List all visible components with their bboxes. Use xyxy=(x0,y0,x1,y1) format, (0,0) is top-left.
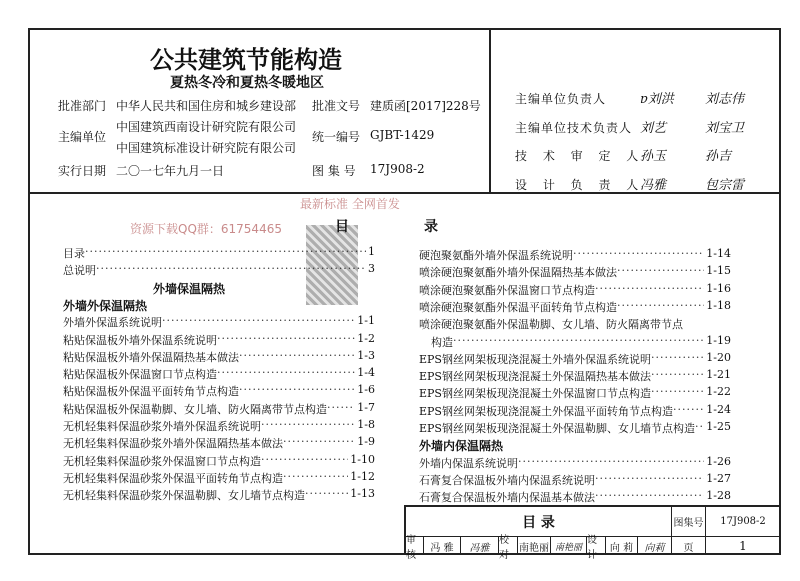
editor-1: 中国建筑西南设计研究院有限公司 xyxy=(116,120,297,134)
toc-entry-title: 目录 xyxy=(63,247,85,260)
toc-leader-dots xyxy=(617,299,704,315)
toc-entry-page: 1-15 xyxy=(706,264,731,278)
toc-entry-title: 无机轻集料保温砂浆外保温平面转角节点构造 xyxy=(63,471,283,485)
watermark-text: 最新标准 全网首发 xyxy=(300,197,400,211)
toc-section-heading: 外墙保温隔热 xyxy=(153,281,226,296)
toc-entry[interactable] xyxy=(419,351,731,367)
header-divider xyxy=(489,28,491,194)
check-label: 校对 xyxy=(499,537,518,555)
toc-title-2: 录 xyxy=(424,219,438,235)
toc-entry-page: 1-22 xyxy=(706,385,731,399)
signature-1: 孙玉 xyxy=(640,149,667,164)
toc-subsection-heading: 外墙内保温隔热 xyxy=(419,439,504,454)
toc-leader-dots xyxy=(695,420,704,436)
toc-entry[interactable] xyxy=(419,420,731,436)
toc-entry[interactable] xyxy=(431,334,731,350)
toc-entry-title: 石膏复合保温板外墙内保温系统说明 xyxy=(419,473,595,487)
toc-leader-dots xyxy=(595,472,704,488)
toc-leader-dots xyxy=(96,262,366,278)
reviewer-signature: 冯雅 xyxy=(461,537,499,555)
editor-2: 中国建筑标准设计研究院有限公司 xyxy=(116,141,297,155)
toc-entry-title: 外墙内保温系统说明 xyxy=(419,456,518,470)
approve-dept-label: 批准部门 xyxy=(58,99,107,113)
toc-entry-page: 1-25 xyxy=(706,420,731,433)
toc-entry-title: EPS钢丝网架板现浇混凝土外保温平面转角节点构造 xyxy=(419,404,673,418)
approve-doc-label: 批准文号 xyxy=(312,99,361,113)
toc-entry-title: 硬泡聚氨酯外墙外保温系统说明 xyxy=(419,249,573,262)
toc-entry-page: 1-2 xyxy=(357,331,375,345)
toc-entry-page: 1-8 xyxy=(357,418,375,431)
toc-entry-page: 1-20 xyxy=(706,350,731,364)
toc-entry[interactable] xyxy=(63,401,375,417)
toc-entry-title: 粘贴保温板外墙外保温系统说明 xyxy=(63,333,217,347)
toc-title-1: 目 xyxy=(335,219,349,235)
signature-2: 孙吉 xyxy=(705,149,732,164)
checker: 南艳丽 xyxy=(518,537,551,555)
toc-entry-title: 喷涂硬泡聚氨酯外墙外保温隔热基本做法 xyxy=(419,266,617,280)
toc-entry-page: 1-18 xyxy=(706,298,731,312)
toc-entry[interactable] xyxy=(419,247,731,263)
toc-entry[interactable] xyxy=(63,314,375,330)
signature-2: 包宗雷 xyxy=(705,177,745,193)
atlas-title: 公共建筑节能构造 xyxy=(150,46,342,74)
toc-entry-page: 1-9 xyxy=(357,435,375,449)
toc-entry-title: 构造 xyxy=(431,335,453,349)
toc-entry-page: 1-28 xyxy=(706,489,731,503)
atlas-subtitle: 夏热冬冷和夏热冬暖地区 xyxy=(170,75,324,91)
editor-label: 主编单位 xyxy=(58,130,107,144)
toc-leader-dots xyxy=(673,403,704,419)
signature-role: 技 术 审 定 人 xyxy=(515,149,645,163)
toc-leader-dots xyxy=(595,489,704,505)
toc-leader-dots xyxy=(305,487,348,503)
signature-role: 主编单位技术负责人 xyxy=(515,120,633,135)
toc-entry[interactable] xyxy=(419,368,731,384)
toc-leader-dots xyxy=(217,332,355,348)
toc-entry[interactable] xyxy=(419,282,731,298)
watermark-qq: 资源下载QQ群：61754465 xyxy=(130,222,282,236)
toc-entry-title: 石膏复合保温板外墙内保温基本做法 xyxy=(419,491,595,505)
toc-subsection-heading: 外墙外保温隔热 xyxy=(63,298,148,313)
toc-entry[interactable] xyxy=(63,332,375,348)
toc-entry-page: 1-24 xyxy=(706,402,731,416)
checker-signature: 南艳丽 xyxy=(551,537,587,555)
toc-leader-dots xyxy=(239,383,355,399)
toc-entry-title: 无机轻集料保温砂浆外保温窗口节点构造 xyxy=(63,454,261,468)
toc-entry-page: 1-12 xyxy=(350,469,375,483)
toc-entry-page: 1-19 xyxy=(706,333,731,347)
toc-entry[interactable] xyxy=(419,403,731,419)
toc-leader-dots xyxy=(261,453,348,469)
toc-entry-page: 1-4 xyxy=(357,366,375,380)
toc-entry[interactable] xyxy=(63,487,375,503)
toc-entry[interactable] xyxy=(63,453,375,469)
code: GJBT-1429 xyxy=(370,128,435,142)
toc-entry-title: 外墙外保温系统说明 xyxy=(63,316,162,330)
atlas-number: 17J908-2 xyxy=(370,162,425,176)
toc-leader-dots xyxy=(595,282,704,298)
toc-leader-dots xyxy=(162,314,355,330)
toc-leader-dots xyxy=(651,351,704,367)
toc-entry-title: 粘贴保温板外保温平面转角节点构造 xyxy=(63,385,239,399)
toc-entry-title: EPS钢丝网架板现浇混凝土外保温窗口节点构造 xyxy=(419,387,651,401)
designer: 向 莉 xyxy=(606,537,638,555)
signature-2: 刘宝卫 xyxy=(705,120,745,136)
signature-role: 主编单位负责人 xyxy=(515,92,607,106)
reviewer: 冯 雅 xyxy=(424,537,461,555)
toc-leader-dots xyxy=(518,455,704,471)
toc-leader-dots xyxy=(283,470,348,486)
signature-1: 冯雅 xyxy=(640,177,667,193)
toc-entry-title: 无机轻集料保温砂浆外保温勒脚、女儿墙节点构造 xyxy=(63,489,305,503)
title-block xyxy=(404,505,781,561)
signature-role: 设 计 负 责 人 xyxy=(515,177,645,192)
toc-leader-dots xyxy=(217,366,355,382)
toc-entry[interactable] xyxy=(419,489,731,505)
toc-leader-dots xyxy=(573,247,704,263)
toc-entry[interactable] xyxy=(419,299,731,315)
approve-doc: 建质函[2017]228号 xyxy=(370,99,481,113)
toc-entry-page: 1-16 xyxy=(706,281,731,295)
toc-entry[interactable] xyxy=(63,383,375,399)
toc-leader-dots xyxy=(651,385,704,401)
toc-entry-title: EPS钢丝网架板现浇混凝土外墙外保温系统说明 xyxy=(419,352,651,366)
designer-signature: 向莉 xyxy=(638,537,672,555)
toc-entry[interactable] xyxy=(419,472,731,488)
toc-entry-title: EPS钢丝网架板现浇混凝土外保温勒脚、女儿墙节点构造 xyxy=(419,422,695,435)
toc-entry-page: 1-26 xyxy=(706,454,731,468)
approve-dept: 中华人民共和国住房和城乡建设部 xyxy=(116,99,297,113)
toc-entry-page: 1-13 xyxy=(350,487,375,501)
date-label: 实行日期 xyxy=(58,164,107,178)
review-label: 审核 xyxy=(406,537,424,555)
toc-entry[interactable] xyxy=(63,418,375,434)
toc-entry-page: 1-7 xyxy=(357,400,375,414)
toc-entry-page: 1-3 xyxy=(357,348,375,362)
title-block-atlas: 17J908-2 xyxy=(706,507,781,537)
toc-leader-dots xyxy=(617,264,704,280)
toc-entry-page: 1-1 xyxy=(357,314,375,328)
toc-entry[interactable] xyxy=(419,455,731,471)
toc-entry-page: 1 xyxy=(368,245,375,258)
toc-entry[interactable] xyxy=(63,245,375,261)
title-block-title: 目 录 xyxy=(406,507,672,537)
toc-leader-dots xyxy=(651,368,704,384)
toc-leader-dots xyxy=(453,334,704,350)
toc-leader-dots xyxy=(283,435,355,451)
code-label: 统一编号 xyxy=(312,130,361,144)
toc-leader-dots xyxy=(327,401,355,417)
toc-entry-title: 无机轻集料保温砂浆外墙外保温隔热基本做法 xyxy=(63,437,283,451)
toc-entry-page: 3 xyxy=(368,262,375,276)
toc-entry-title: 无机轻集料保温砂浆外墙外保温系统说明 xyxy=(63,420,261,433)
toc-entry-page: 1-6 xyxy=(357,383,375,397)
signature-2: 刘志伟 xyxy=(705,92,745,107)
toc-entry-title: 喷涂硬泡聚氨酯外保温平面转角节点构造 xyxy=(419,300,617,314)
toc-entry-text: 喷涂硬泡聚氨酯外保温勒脚、女儿墙、防火隔离带节点 xyxy=(419,318,683,332)
toc-entry[interactable] xyxy=(63,470,375,486)
toc-entry[interactable] xyxy=(419,264,731,280)
toc-entry[interactable] xyxy=(419,385,731,401)
toc-leader-dots xyxy=(261,418,355,434)
date: 二〇一七年九月一日 xyxy=(116,164,225,178)
toc-entry-page: 1-14 xyxy=(706,247,731,260)
toc-entry-page: 1-21 xyxy=(706,368,731,382)
toc-leader-dots xyxy=(239,349,355,365)
toc-entry-title: 喷涂硬泡聚氨酯外保温窗口节点构造 xyxy=(419,283,595,297)
toc-entry[interactable] xyxy=(63,435,375,451)
signature-1: ɐ刘洪 xyxy=(640,92,674,107)
toc-entry-title: 粘贴保温板外墙外保温隔热基本做法 xyxy=(63,350,239,364)
title-block-atlas-label: 图集号 xyxy=(672,507,706,537)
toc-entry-title: 粘贴保温板外保温勒脚、女儿墙、防火隔离带节点构造 xyxy=(63,402,327,416)
toc-entry[interactable] xyxy=(63,366,375,382)
toc-leader-dots xyxy=(85,245,366,261)
toc-entry-title: EPS钢丝网架板现浇混凝土外保温隔热基本做法 xyxy=(419,370,651,384)
atlas-label: 图 集 号 xyxy=(312,164,356,178)
toc-entry-page: 1-27 xyxy=(706,471,731,485)
toc-entry[interactable] xyxy=(63,262,375,278)
design-label: 设计 xyxy=(587,537,606,555)
page-label: 页 xyxy=(672,537,706,555)
signature-1: 刘艺 xyxy=(640,120,667,136)
toc-entry-title: 总说明 xyxy=(63,264,96,278)
toc-entry[interactable] xyxy=(63,349,375,365)
toc-entry-title: 粘贴保温板外保温窗口节点构造 xyxy=(63,368,217,382)
page-number: 1 xyxy=(706,537,781,555)
toc-entry-page: 1-10 xyxy=(350,452,375,466)
